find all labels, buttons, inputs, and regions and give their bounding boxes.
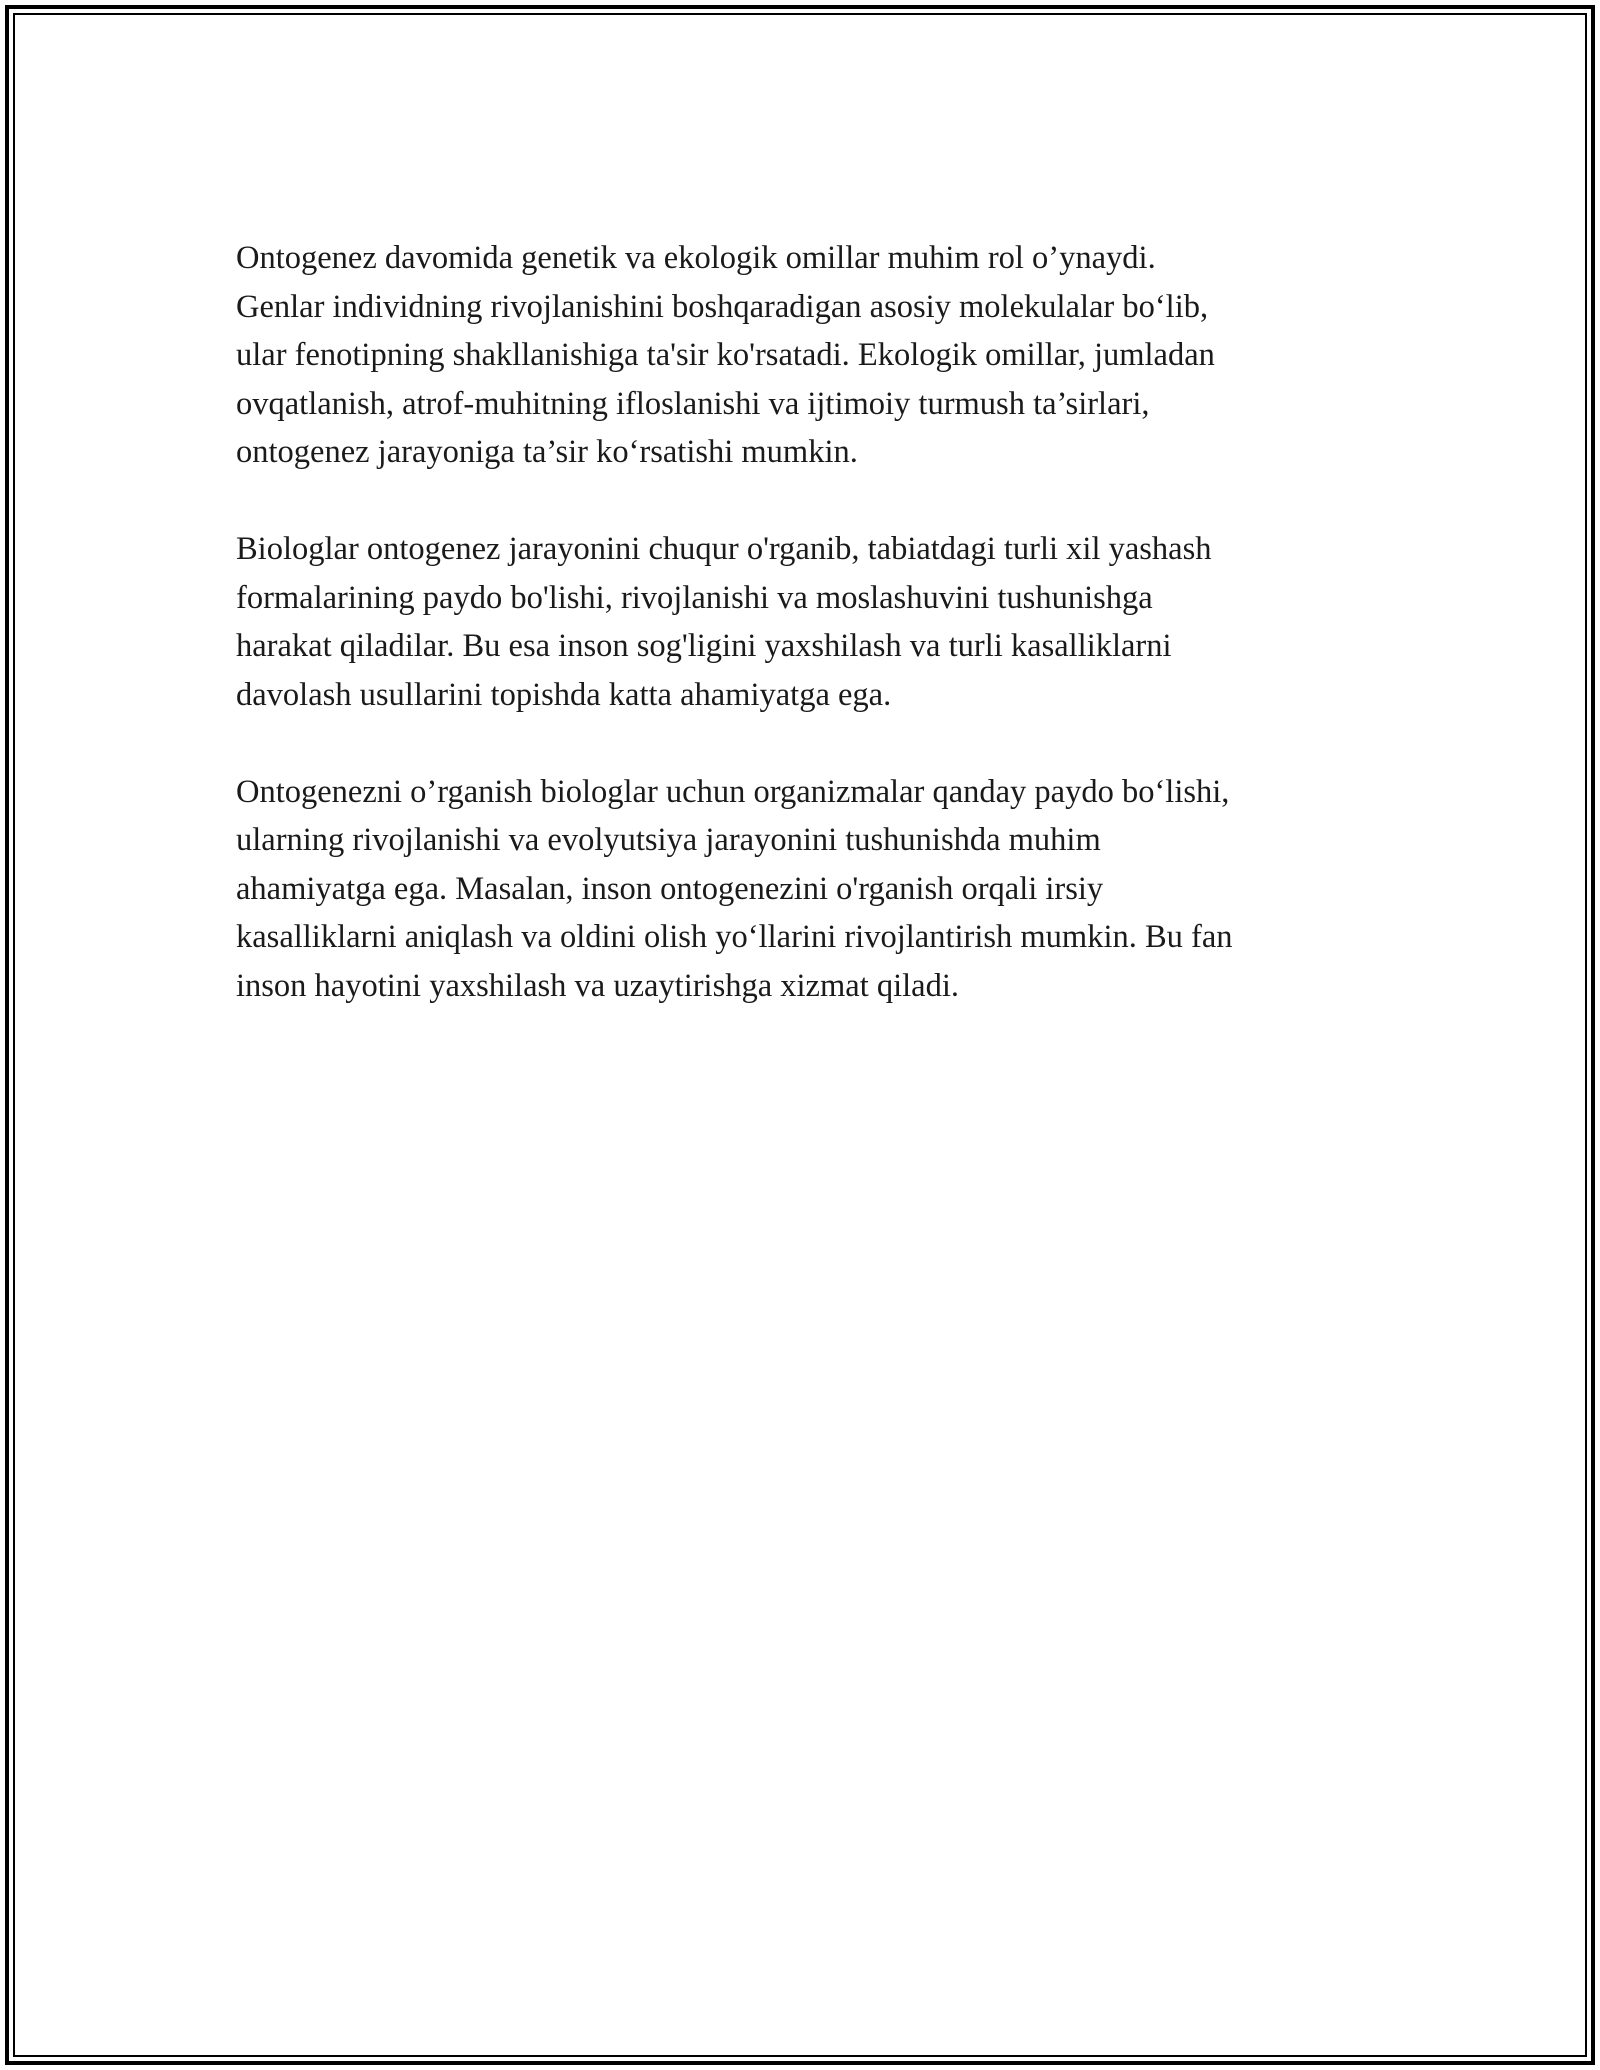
document-body: [236, 234, 1366, 1059]
paragraph-2: Biologlar ontogenez jarayonini chuqur o'rganib, tabiatdagi turli xil yashash formalarining paydo bo'lishi, rivojlanishi va moslashuvini tushunishga harakat qiladilar. Bu esa inson sog'ligini yaxshilash va turli kasalliklarni davolash usullarini topishda katta ahamiyatga ega.: [236, 531, 1212, 713]
paragraph-1: Ontogenez davomida genetik va ekologik omillar muhim rol o’ynaydi. Genlar individning rivojlanishini boshqaradigan asosiy molekulalar bo‘lib, ular fenotipning shakllanishiga ta'sir ko'rsatadi. Ekologik omillar, jumladan ovqatlanish, atrof-muhitning ifloslanishi va ijtimoiy turmush ta’sirlari, ontogenez jarayoniga ta’sir ko‘rsatishi mumkin.: [236, 240, 1215, 470]
paragraph-3: Ontogenezni o’rganish biologlar uchun organizmalar qanday paydo bo‘lishi, ularning rivojlanishi va evolyutsiya jarayonini tushunishda muhim ahamiyatga ega. Masalan, inson ontogenezini o'rganish orqali irsiy kasalliklarni aniqlash va oldini olish yo‘llarini rivojlantirish mumkin. Bu fan inson hayotini yaxshilash va uzaytirishga xizmat qiladi.: [236, 773, 1233, 1004]
